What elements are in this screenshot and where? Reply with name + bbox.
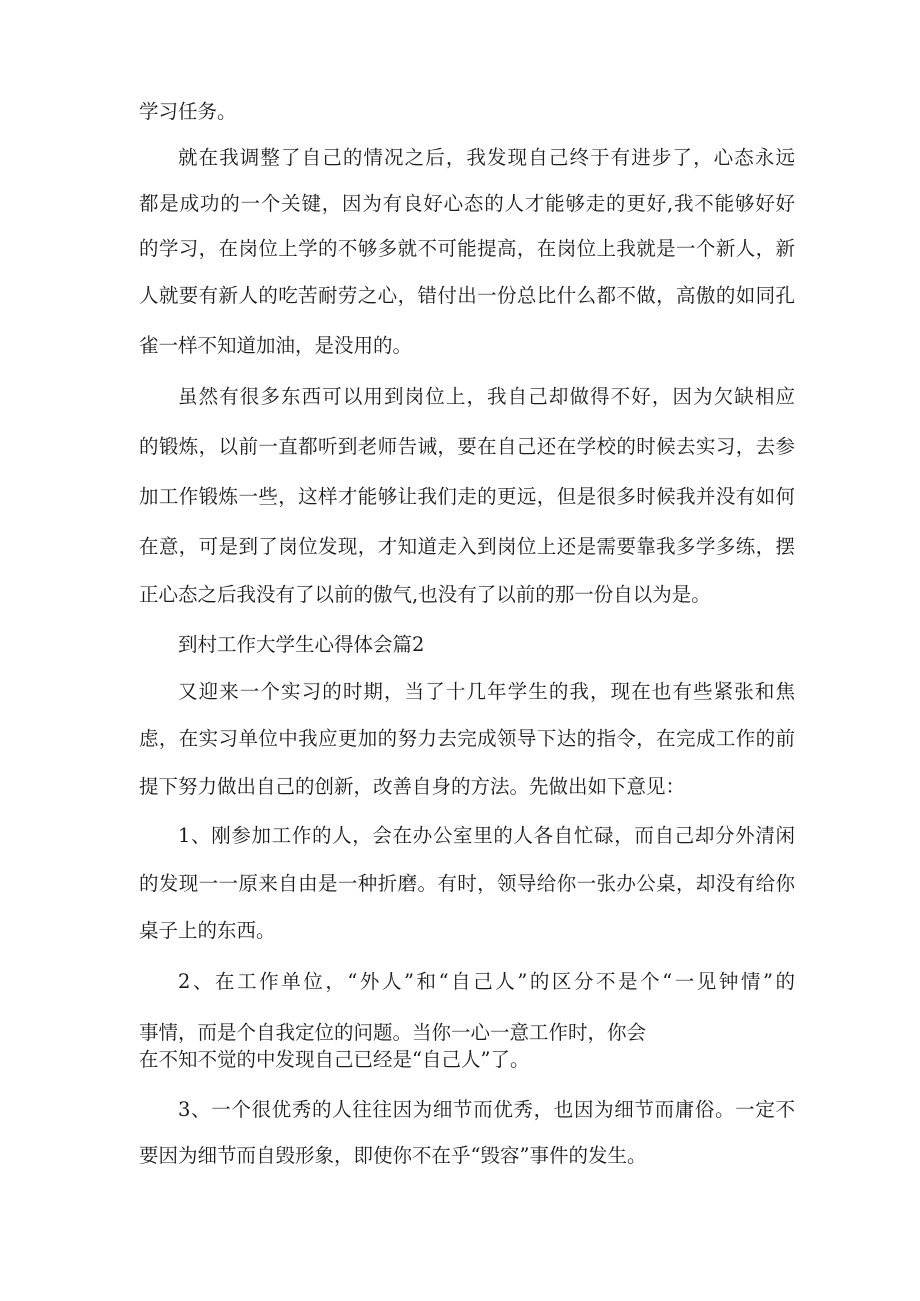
text-line: 人就要有新人的吃苦耐劳之心，错付出一份总比什么都不做，高傲的如同孔 <box>139 284 795 307</box>
text-line: 都是成功的一个关键，因为有良好心态的人才能够走的更好,我不能够好好 <box>139 192 795 215</box>
text-line: 在不知不觉的中发现自己已经是“自己人”了。 <box>139 1048 530 1071</box>
text-line: 就在我调整了自己的情况之后，我发现自己终于有进步了，心态永远 <box>178 146 795 169</box>
text-line: 又迎来一个实习的时期，当了十几年学生的我，现在也有些紧张和焦 <box>178 680 795 703</box>
text-line: 虽然有很多东西可以用到岗位上，我自己却做得不好，因为欠缺相应 <box>178 385 795 408</box>
text-line: 要因为细节而自毁形象，即使你不在乎“毁容”事件的发生。 <box>139 1144 647 1167</box>
text-line: 提下努力做出自己的创新，改善自身的方法。先做出如下意见： <box>139 775 686 798</box>
text-line: 的学习，在岗位上学的不够多就不可能提高，在岗位上我就是一个新人，新 <box>139 237 795 260</box>
text-line: 3、一个很优秀的人往往因为细节而优秀，也因为细节而庸俗。一定不 <box>178 1098 795 1121</box>
text-line: 在意，可是到了岗位发现，才知道走入到岗位上还是需要靠我多学多练，摆 <box>139 535 795 558</box>
text-line: 2、在工作单位，“外人”和“自己人”的区分不是个“一见钟情”的 <box>178 970 795 993</box>
text-line: 1、刚参加工作的人，会在办公室里的人各自忙碌，而自己却分外清闲 <box>178 824 795 847</box>
text-line: 桌子上的东西。 <box>139 919 276 942</box>
text-line: 雀一样不知道加油，是没用的。 <box>139 334 413 357</box>
text-line: 的锻炼，以前一直都听到老师告诫，要在自己还在学校的时候去实习，去参 <box>139 435 795 458</box>
text-line: 事情，而是个自我定位的问题。当你一心一意工作时，你会 <box>139 1021 647 1044</box>
text-line: 加工作锻炼一些，这样才能够让我们走的更远，但是很多时候我并没有如何 <box>139 485 795 508</box>
text-line: 虑，在实习单位中我应更加的努力去完成领导下达的指令，在完成工作的前 <box>139 727 795 750</box>
text-line: 学习任务。 <box>139 100 237 123</box>
text-line: 正心态之后我没有了以前的傲气,也没有了以前的那一份自以为是。 <box>139 583 711 606</box>
text-line: 的发现一一原来自由是一种折磨。有时，领导给你一张办公桌，却没有给你 <box>139 872 795 895</box>
section-heading: 到村工作大学生心得体会篇2 <box>178 633 425 656</box>
